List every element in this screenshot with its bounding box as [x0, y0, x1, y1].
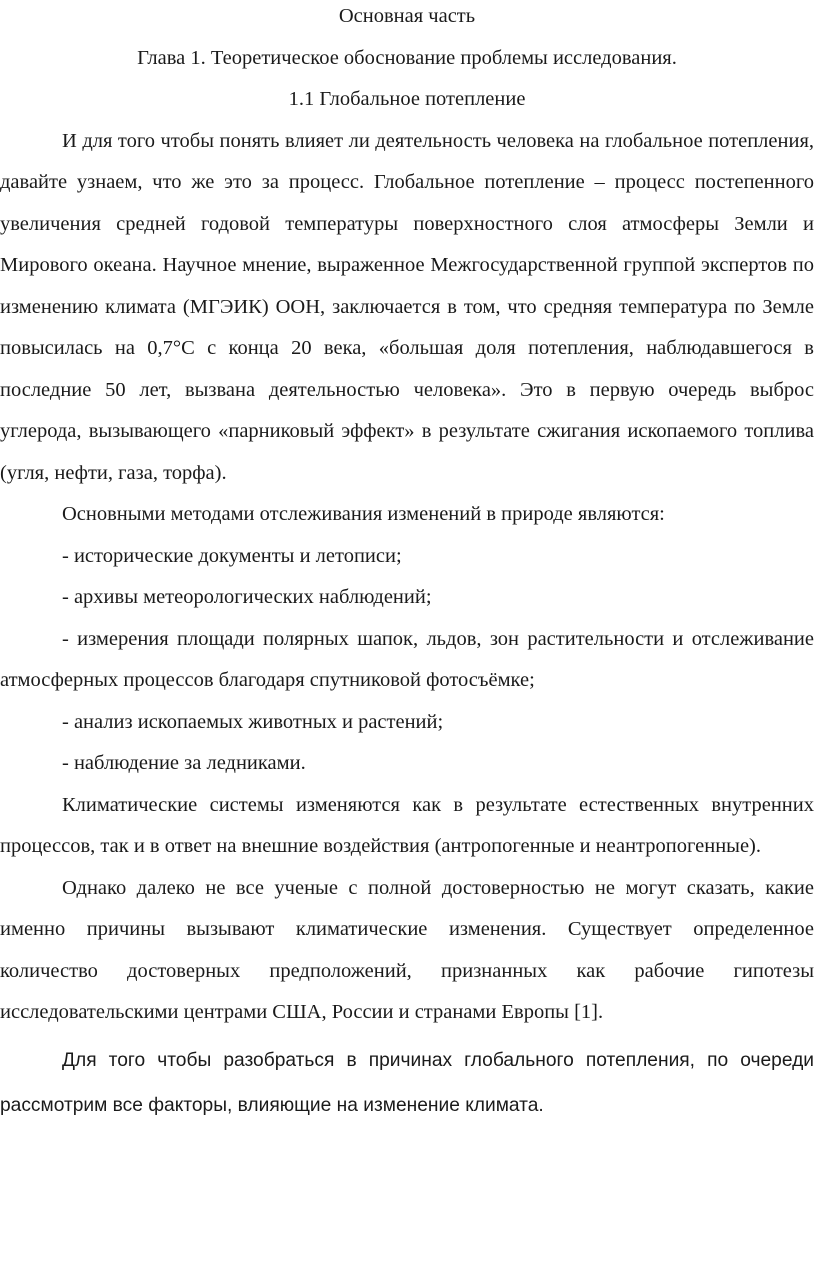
paragraph-factors: Для того чтобы разобраться в причинах глобального потепления, по очереди рассмотрим все факторы, влияющие на изменение климата. [0, 1049, 814, 1116]
list-item-archives: - архивы метеорологических наблюдений; [62, 586, 432, 608]
list-item-glaciers: - наблюдение за ледниками. [62, 752, 306, 774]
list-item-fossils: - анализ ископаемых животных и растений; [62, 710, 444, 733]
page-title: Основная часть [338, 5, 476, 27]
paragraph-methods-intro: Основными методами отслеживания изменений в природе являются: [62, 503, 665, 525]
paragraph-intro: И для того чтобы понять влияет ли деятельность человека на глобальное потепления, давайте узнаем, что же это за процесс. Глобальное потепление – процесс постепенного увеличения средней годовой температуры поверхностного слоя атмосферы Земли и Мирового океана. Научное мнение, выраженное Межгосударственной группой экспертов по изменению климата (МГЭИК) ООН, заключается в том, что средняя температура по Земле повысилась на 0,7°C с конца 20 века, «большая доля потепления, наблюдавшегося в последние 50 лет, вызвана деятельностью человека». Это в первую очередь выброс углерода, вызывающего «парниковый эффект» в результате сжигания ископаемого топлива (угля, нефти, газа, торфа). [0, 129, 814, 484]
list-item-documents: - исторические документы и летописи; [62, 544, 402, 567]
list-item-measurements: - измерения площади полярных шапок, льдов, зон растительности и отслеживание атмосферных процессов благодаря спутниковой фотосъёмке; [0, 627, 814, 691]
section-heading: 1.1 Глобальное потепление [288, 88, 526, 110]
paragraph-scientists: Однако далеко не все ученые с полной достоверностью не могут сказать, какие именно причины вызывают климатические изменения. Существует определенное количество достоверных предположений, признанных как рабочие гипотезы исследовательскими центрами США, России и странами Европы [1]. [0, 876, 814, 1023]
chapter-heading: Глава 1. Теоретическое обоснование проблемы исследования. [137, 46, 677, 69]
paragraph-climate-systems: Климатические системы изменяются как в результате естественных внутренних процессов, так и в ответ на внешние воздействия (антропогенные и неантропогенные). [0, 793, 814, 857]
